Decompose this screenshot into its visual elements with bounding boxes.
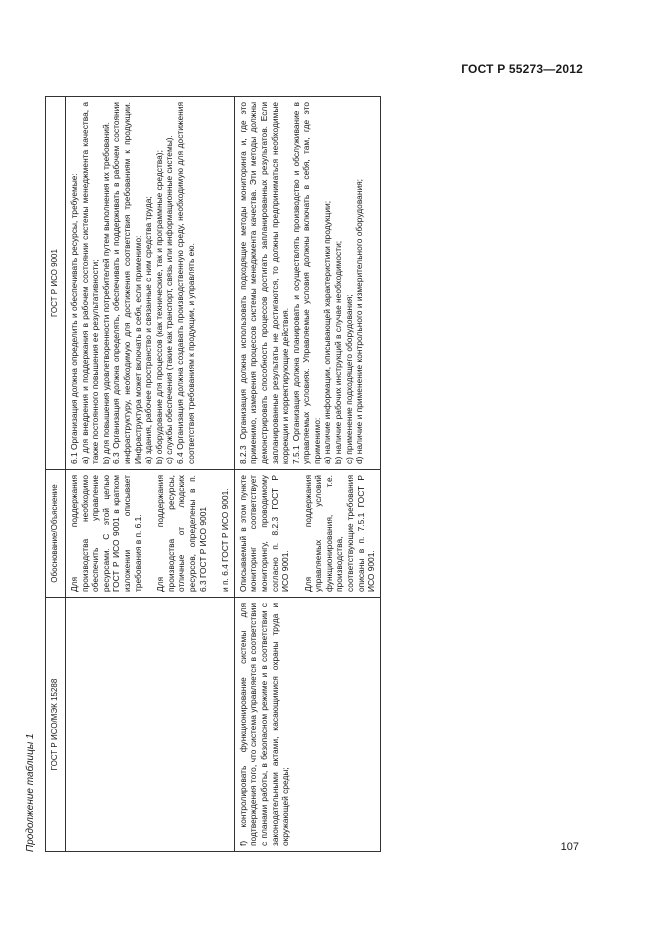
table-header-row (46, 97, 66, 852)
iso-clause-item: a) здания, рабочее пространство и связанные с ним средства труда; (143, 196, 154, 464)
iso-clause: 6.1 Организация должна определить и обеспечивать ресурсы, требуемые: (69, 173, 79, 464)
cell-justification (66, 470, 235, 598)
cell-gost-15288-empty (66, 598, 235, 852)
column-header-iso-9001: ГОСТ Р ИСО 9001 (46, 97, 66, 470)
column-header-justification: Обоснование/Объяснение (46, 470, 66, 598)
table-row (234, 97, 380, 852)
cell-iso-9001 (234, 97, 380, 470)
document-header: ГОСТ Р 55273—2012 (461, 62, 583, 76)
iso-clause: 6.4 Организация должна создавать производственную среду, необходимую для достижения соответствия требованиям к продукции, и управлять ею. (174, 102, 196, 464)
iso-clause-item: a) наличие информации, описывающей характеристики продукции; (322, 200, 333, 464)
comparison-table (45, 96, 381, 852)
justification-text: и п. 6.4 ГОСТ Р ИСО 9001. (220, 488, 231, 592)
iso-clause-item: a) для внедрения и поддержания в рабочем состоянии системы менеджмента качества, а также постоянного повышения ее результативности; (79, 102, 101, 464)
iso-clause: 8.2.3 Организация должна использовать подходящие методы мониторинга и, где это применимо, измерения процессов системы менеджмента качества. Эти методы должны демонстрировать способность процессов достигать запланированных результатов. Если запланированные результаты не достигаются, то должны предприниматься необходимые коррекции и корректирующие действия. (237, 102, 291, 464)
cell-gost-15288 (234, 598, 380, 852)
iso-clause-item: b) для повышения удовлетворенности потребителей путем выполнения их требований. (100, 122, 111, 464)
table-row (66, 97, 235, 852)
page-number: 107 (560, 841, 579, 853)
cell-justification (234, 470, 380, 598)
iso-clause-item: c) применение подходящего оборудования; (343, 294, 354, 464)
justification-text: Для поддержания производства ресурсы, отличные от людских ресурсов, определены в п. 6.3 ГОСТ Р ИСО 9001 (155, 475, 208, 592)
gost-requirement-text: f) контролировать функционирование системы для подтверждения того, что система управляется в соответствии с планами работы, в безопасном режиме и в соответствии с законодательными актами, касающимися охраны труда и окружающей среды; (237, 603, 291, 846)
iso-clause-item: c) службы обеспечения (такие как транспорт, связь или информационные системы). (164, 135, 175, 464)
justification-text: Для поддержания производства необходимо обеспечить управление ресурсами. С этой целью ГОСТ Р ИСО 9001 в кратком изложении описывает требования в п. 6.1. (69, 475, 143, 592)
justification-text: Для поддержания управляемых условий функционирования, т.е. производства, соответствующие требования описаны в п. 7.5.1 ГОСТ Р ИСО 9001. (302, 475, 377, 592)
iso-clause-item: b) оборудование для процессов (как технические, так и программные средства); (153, 150, 164, 464)
table-continuation-caption: Продолжение таблицы 1 (25, 733, 36, 852)
iso-clause-item: d) наличие и применение контрольного и измерительного оборудования; (354, 179, 365, 464)
cell-iso-9001 (66, 97, 235, 470)
iso-clause: 7.5.1 Организация должна планировать и осуществлять производство и обслуживание в управляемых условиях. Управляемые условия должны включать в себя, там, где это применимо: (290, 102, 322, 464)
justification-text: Описываемый в этом пункте мониторинг соответствует мониторингу, проводимому согласно п. 8.2.3 ГОСТ Р ИСО 9001. (237, 475, 291, 592)
rotated-table-page (25, 97, 605, 852)
column-header-gost-15288: ГОСТ Р ИСО/МЭК 15288 (46, 598, 66, 852)
iso-clause: 6.3 Организация должна определять, обеспечивать и поддерживать в рабочем состоянии инфраструктуру, необходимую для достижения соответствия требованиям к продукции. Инфраструктура может включать в себя, если применимо: (111, 102, 143, 464)
iso-clause-item: b) наличие рабочих инструкций в случае необходимости; (333, 240, 344, 464)
